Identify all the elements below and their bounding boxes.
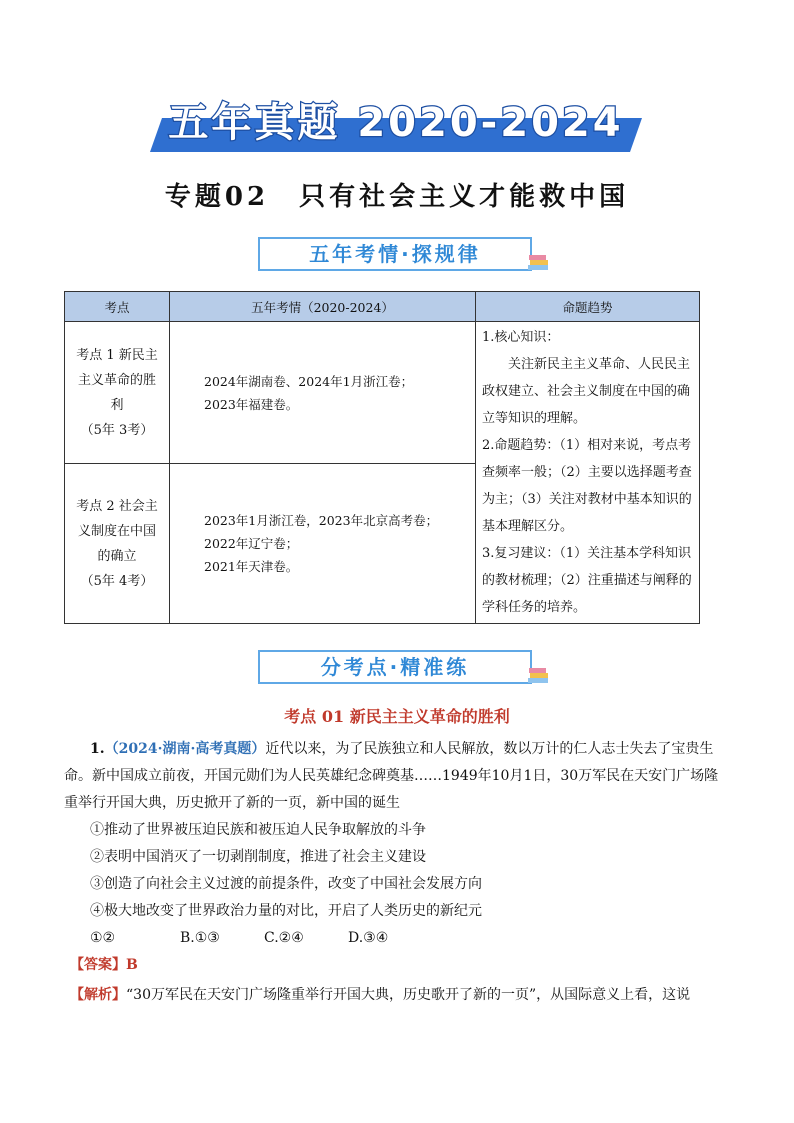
answer-choices [64, 925, 756, 952]
analysis-line [70, 982, 736, 1009]
trend-paragraph: 2.命题趋势：（1）相对来说，考点考查频率一般；（2）主要以选择题考查为主；（3）关注对教材中基本知识的基本理解区分。 [482, 438, 692, 534]
exam-point-line: （5年 4考） [80, 573, 154, 589]
option-item: ②表明中国消灭了一切剥削制度，推进了社会主义建设 [90, 849, 426, 865]
question-source: （2024·湖南·高考真题） [104, 741, 266, 757]
option-item: ④极大地改变了世界政治力量的对比，开启了人类历史的新纪元 [90, 903, 482, 919]
table-header: 五年考情（2020-2024） [170, 292, 476, 322]
books-icon [526, 664, 550, 694]
exam-point-line: 义制度在中国 [77, 523, 156, 539]
exam-point-line: 考点 1 新民主 [76, 347, 158, 363]
table-header: 命题趋势 [476, 292, 700, 322]
exam-years-line: 2021年天津卷。 [204, 559, 299, 575]
exam-years-cell [170, 322, 476, 464]
exam-years-line: 2022年辽宁卷； [204, 536, 299, 552]
banner-title: 五年真题 2020-2024 [168, 100, 624, 146]
exam-point-line: 考点 2 社会主 [76, 498, 158, 514]
exam-years-cell [170, 464, 476, 624]
table-header-row [65, 292, 700, 322]
trend-paragraph: 3.复习建议：（1）关注基本学科知识的教材梳理；（2）注重描述与阐释的学科任务的培养。 [482, 546, 692, 615]
choice-c: C.②④ [264, 930, 304, 946]
exam-years-line: 2023年1月浙江卷，2023年北京高考卷； [204, 513, 439, 529]
exam-point-cell [65, 322, 170, 464]
exam-point-cell [65, 464, 170, 624]
exam-point-line: 主义革命的胜 [77, 372, 156, 388]
header-banner [150, 96, 642, 154]
trend-paragraph: 关注新民主主义革命、人民民主政权建立、社会主义制度在中国的确立等知识的理解。 [482, 357, 691, 426]
answer-value: B [126, 957, 138, 973]
section-title-text: 分考点·精准练 [320, 655, 470, 679]
topic-heading: 考点 01 新民主主义革命的胜利 [284, 707, 510, 726]
exam-summary-table [64, 291, 700, 624]
exam-point-line: （5年 3考） [80, 422, 154, 438]
trend-paragraph: 1.核心知识： [482, 330, 560, 345]
exam-years-line: 2023年福建卷。 [204, 396, 299, 412]
question-text: 近代以来，为了民族独立和人民解放，数以万计的仁人志士失去了宝贵生命。新中国成立前夜，开国元勋们为人民英雄纪念碑奠基……1949年10月1日，30万军民在天安门广场隆重举行开国大典，历史掀开了新的一页，新中国的诞生 [64, 741, 719, 811]
choice-a: ①② [90, 930, 116, 946]
option-item: ③创造了向社会主义过渡的前提条件，改变了中国社会发展方向 [90, 876, 482, 892]
table-header: 考点 [65, 292, 170, 322]
question-number: 1. [90, 741, 105, 757]
exam-point-line: 利 [110, 397, 124, 413]
exam-years-line: 2024年湖南卷、2024年1月浙江卷； [204, 373, 414, 389]
page-title: 专题02 只有社会主义才能救中国 [164, 182, 630, 212]
choice-d: D.③④ [348, 930, 389, 946]
table-row [65, 322, 700, 464]
trend-cell [476, 322, 700, 624]
choice-b: B.①③ [180, 930, 220, 946]
option-item: ①推动了世界被压迫民族和被压迫人民争取解放的斗争 [90, 822, 426, 838]
section-title-practice [258, 650, 532, 684]
section-title-trend [258, 237, 532, 271]
exam-point-line: 的确立 [97, 548, 137, 564]
books-icon [526, 251, 550, 281]
answer-label: 【答案】 [70, 957, 126, 973]
answer-line [70, 952, 736, 979]
analysis-text: “30万军民在天安门广场隆重举行开国大典，历史歌开了新的一页”，从国际意义上看，这说 [126, 987, 691, 1003]
question-stem [64, 736, 730, 817]
analysis-label: 【解析】 [70, 987, 126, 1003]
section-title-text: 五年考情·探规律 [309, 242, 481, 266]
